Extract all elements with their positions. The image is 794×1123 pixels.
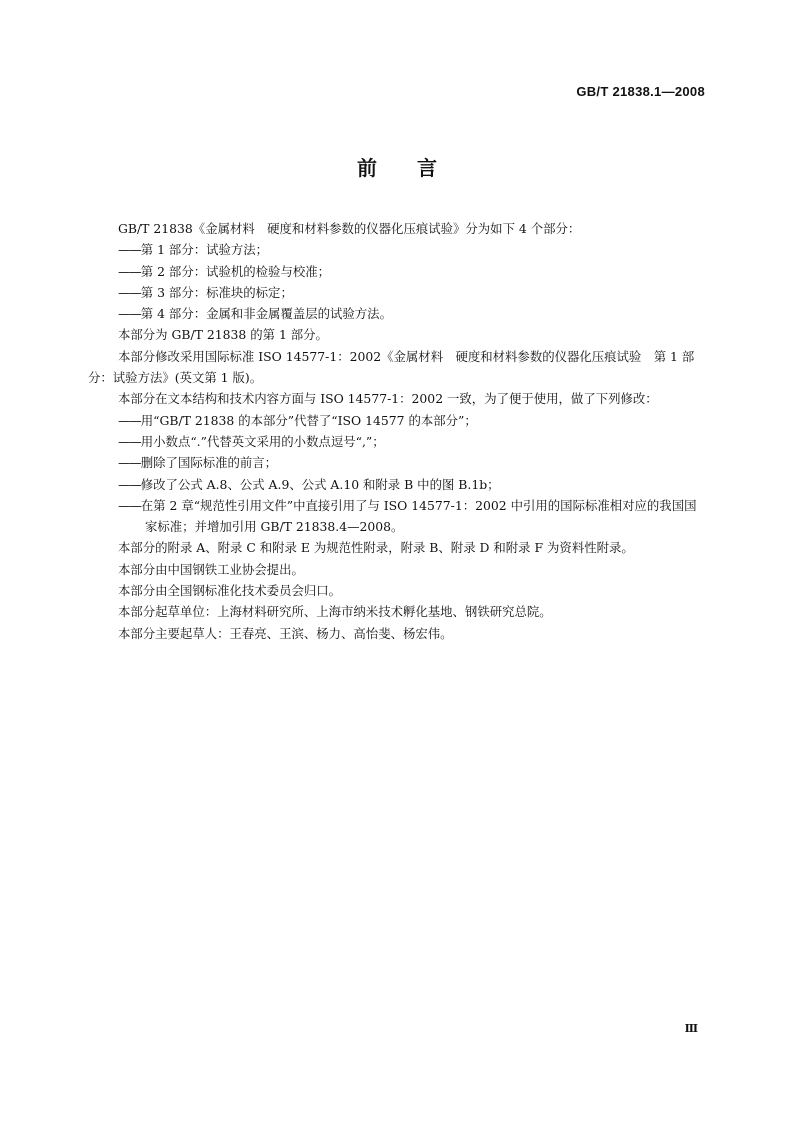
page-number: Ⅲ xyxy=(684,1022,698,1035)
paragraph: GB/T 21838《金属材料 硬度和材料参数的仪器化压痕试验》分为如下 4 个部分： xyxy=(118,221,581,236)
list-item-text: 删除了国际标准的前言； xyxy=(140,455,278,471)
document-code: GB/T 21838.1—2008 xyxy=(576,84,705,99)
paragraph: 本部分的附录 A、附录 C 和附录 E 为规范性附录，附录 B、附录 D 和附录 F 为资料性附录。 xyxy=(118,540,634,556)
list-item xyxy=(118,495,708,538)
title-char-1: 前 xyxy=(357,156,377,180)
list-item xyxy=(118,303,708,324)
list-item-text: 修改了公式 A.8、公式 A.9、公式 A.10 和附录 B 中的图 B.1b； xyxy=(140,476,500,492)
list-dash: —— xyxy=(118,476,141,492)
paragraph: 本部分主要起草人：王春亮、王滨、杨力、高怡斐、杨宏伟。 xyxy=(118,625,453,641)
list-dash: —— xyxy=(118,263,141,279)
list-dash: —— xyxy=(118,306,141,322)
page-title xyxy=(0,152,794,181)
title-char-2: 言 xyxy=(417,156,437,180)
paragraph: 本部分在文本结构和技术内容方面与 ISO 14577-1：2002 一致，为了便于使用，做了下列修改： xyxy=(118,391,658,407)
list-item-text: 第 3 部分：标准块的标定； xyxy=(140,284,293,300)
list-item-text: 第 2 部分：试验机的检验与校准； xyxy=(140,263,331,279)
list-item xyxy=(118,431,708,452)
list-item-text: 第 1 部分：试验方法； xyxy=(140,242,269,258)
list-item xyxy=(118,452,708,473)
list-item xyxy=(118,410,708,431)
list-item-text: 在第 2 章“规范性引用文件”中直接引用了与 ISO 14577-1：2002 中引用的国际标准相对应的我国国家标准；并增加引用 GB/T 21838.4—2008。 xyxy=(140,497,697,535)
list-dash: —— xyxy=(118,242,141,258)
list-item xyxy=(118,261,708,282)
list-dash: —— xyxy=(118,455,141,471)
list-item xyxy=(118,282,708,303)
paragraph: 本部分由全国钢标准化技术委员会归口。 xyxy=(118,583,342,599)
paragraph: 本部分修改采用国际标准 ISO 14577-1：2002《金属材料 硬度和材料参数的仪器化压痕试验 第 1 部分：试验方法》(英文第 1 版)。 xyxy=(88,348,695,386)
list-dash: —— xyxy=(118,497,141,513)
paragraph: 本部分由中国钢铁工业协会提出。 xyxy=(118,561,304,577)
list-item-text: 用“GB/T 21838 的本部分”代替了“ISO 14577 的本部分”； xyxy=(140,412,477,428)
list-dash: —— xyxy=(118,412,141,428)
list-item xyxy=(118,474,708,495)
paragraph: 本部分起草单位：上海材料研究所、上海市纳米技术孵化基地、钢铁研究总院。 xyxy=(118,604,552,620)
paragraph: 本部分为 GB/T 21838 的第 1 部分。 xyxy=(118,327,328,343)
list-item xyxy=(118,239,708,260)
list-dash: —— xyxy=(118,284,141,300)
list-dash: —— xyxy=(118,433,141,449)
list-item-text: 第 4 部分：金属和非金属覆盖层的试验方法。 xyxy=(140,306,392,322)
list-item-text: 用小数点“.”代替英文采用的小数点逗号“,”； xyxy=(140,433,385,449)
foreword-body xyxy=(88,218,708,644)
